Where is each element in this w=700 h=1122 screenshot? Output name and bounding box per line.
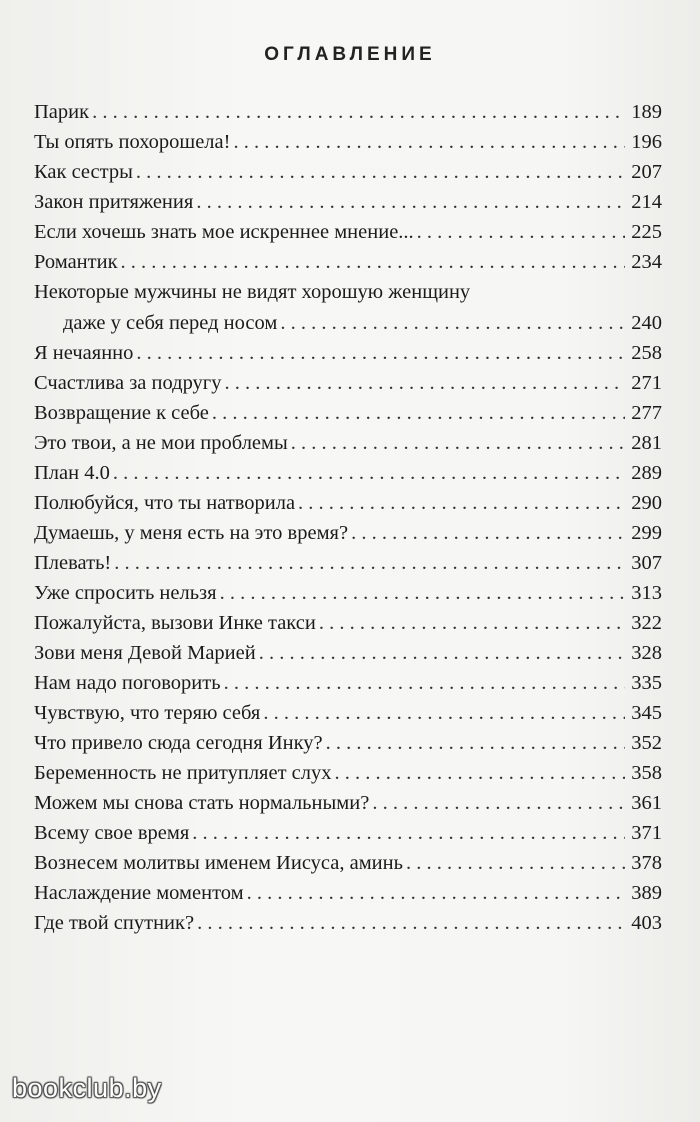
toc-entry-title: Можем мы снова стать нормальными? [34, 792, 370, 814]
toc-entry-page: 277 [631, 402, 662, 424]
toc-entry-page: 389 [631, 882, 662, 904]
toc-entry-title: Романтик [34, 251, 118, 273]
toc-entry [34, 788, 662, 818]
toc-entry-page: 371 [631, 822, 662, 844]
toc-entry [34, 608, 662, 638]
toc-entry-page: 196 [631, 131, 662, 153]
toc-entry-title: Это твои, а не мои проблемы [34, 432, 288, 454]
toc-entry [34, 518, 662, 548]
toc-entry-page: 361 [631, 792, 662, 814]
leader-dots [224, 668, 626, 698]
toc-entry-title: Парик [34, 101, 90, 123]
leader-dots [113, 458, 625, 488]
toc-entry [34, 247, 662, 277]
toc-entry-page: 290 [631, 492, 662, 514]
toc-entry-page: 378 [631, 852, 662, 874]
toc-entry-title: Всему свое время [34, 822, 190, 844]
toc-entry [34, 338, 662, 368]
toc-entry [34, 818, 662, 848]
toc-entry [34, 187, 662, 217]
toc-entry [34, 848, 662, 878]
toc-entry-title: Ты опять похорошела! [34, 131, 231, 153]
toc-entry-title: Зови меня Девой Марией [34, 642, 256, 664]
leader-dots [197, 908, 625, 938]
toc-entry [34, 368, 662, 398]
toc-entry-title: Плевать! [34, 552, 112, 574]
leader-dots [319, 608, 625, 638]
leader-dots [372, 788, 625, 818]
toc-entry-title: Полюбуйся, что ты натворила [34, 492, 296, 514]
toc-entry [34, 458, 662, 488]
toc-entry-page: 234 [631, 251, 662, 273]
leader-dots [92, 97, 625, 127]
leader-dots [406, 848, 625, 878]
toc-entry-title: Как сестры [34, 161, 133, 183]
toc-entry-title: Если хочешь знать мое искреннее мнение... [34, 221, 414, 243]
toc-entry-title-line2: даже у себя перед носом [63, 312, 278, 334]
toc-entry [34, 908, 662, 938]
toc-entry-page: 358 [631, 762, 662, 784]
toc-entry-page: 322 [631, 612, 662, 634]
leader-dots [114, 548, 625, 578]
toc-entry-title: Что привело сюда сегодня Инку? [34, 732, 323, 754]
toc-entry-page: 240 [631, 312, 662, 334]
toc-entry [34, 488, 662, 518]
toc-entry-title: Где твой спутник? [34, 912, 195, 934]
leader-dots [233, 127, 625, 157]
toc-entry-page: 328 [631, 642, 662, 664]
toc-entry-title: Возвращение к себе [34, 402, 209, 424]
toc-entry [34, 97, 662, 127]
leader-dots [247, 878, 626, 908]
toc-entry-page: 307 [631, 552, 662, 574]
toc-entry-title: Уже спросить нельзя [34, 582, 217, 604]
leader-dots [351, 518, 625, 548]
toc-entry-title: Пожалуйста, вызови Инке такси [34, 612, 316, 634]
toc-entry-title: Я нечаянно [34, 342, 134, 364]
toc-entry-page: 352 [631, 732, 662, 754]
toc-entry [34, 698, 662, 728]
toc-entry [34, 578, 662, 608]
leader-dots [335, 758, 626, 788]
leader-dots [192, 818, 625, 848]
table-of-contents [34, 97, 662, 938]
leader-dots [196, 187, 625, 217]
toc-entry-page: 313 [631, 582, 662, 604]
leader-dots [291, 428, 625, 458]
leader-dots [212, 398, 625, 428]
leader-dots [136, 338, 625, 368]
toc-entry-page: 189 [631, 101, 662, 123]
toc-entry-page: 345 [631, 702, 662, 724]
leader-dots [136, 157, 625, 187]
toc-entry-page: 271 [631, 372, 662, 394]
watermark: bookclub.by [12, 1073, 162, 1103]
leader-dots [417, 217, 626, 247]
toc-entry-page: 258 [631, 342, 662, 364]
toc-entry [34, 638, 662, 668]
toc-entry-title: Думаешь, у меня есть на это время? [34, 522, 349, 544]
toc-entry-page: 214 [631, 191, 662, 213]
toc-entry [34, 548, 662, 578]
toc-entry [34, 758, 662, 788]
toc-entry-page: 207 [631, 161, 662, 183]
toc-entry-page: 403 [631, 912, 662, 934]
leader-dots [220, 578, 626, 608]
toc-entry-title: Наслаждение моментом [34, 882, 244, 904]
toc-entry [34, 668, 662, 698]
toc-entry-page: 225 [631, 221, 662, 243]
leader-dots [280, 308, 625, 338]
toc-entry [34, 127, 662, 157]
leader-dots [224, 368, 625, 398]
toc-entry-title: Нам надо поговорить [34, 672, 221, 694]
toc-entry-title-line1: Некоторые мужчины не видят хорошую женщину [34, 281, 471, 303]
toc-entry [34, 308, 662, 338]
leader-dots [298, 488, 625, 518]
page-title: ОГЛАВЛЕНИЕ [264, 44, 436, 65]
toc-entry [34, 157, 662, 187]
toc-entry-page: 299 [631, 522, 662, 544]
toc-entry-title: Счастлива за подругу [34, 372, 222, 394]
toc-entry [34, 398, 662, 428]
leader-dots [263, 698, 625, 728]
toc-entry-title: Вознесем молитвы именем Иисуса, аминь [34, 852, 403, 874]
toc-entry [34, 728, 662, 758]
toc-entry-title: Чувствую, что теряю себя [34, 702, 261, 724]
leader-dots [121, 247, 626, 277]
toc-entry-title: Беременность не притупляет слух [34, 762, 332, 784]
toc-entry-title: Закон притяжения [34, 191, 194, 213]
toc-entry [34, 878, 662, 908]
toc-entry [34, 217, 662, 247]
toc-entry-page: 335 [631, 672, 662, 694]
toc-entry-page: 289 [631, 462, 662, 484]
toc-entry-page: 281 [631, 432, 662, 454]
leader-dots [326, 728, 626, 758]
toc-entry-title: План 4.0 [34, 462, 110, 484]
leader-dots [259, 638, 626, 668]
toc-entry [34, 428, 662, 458]
